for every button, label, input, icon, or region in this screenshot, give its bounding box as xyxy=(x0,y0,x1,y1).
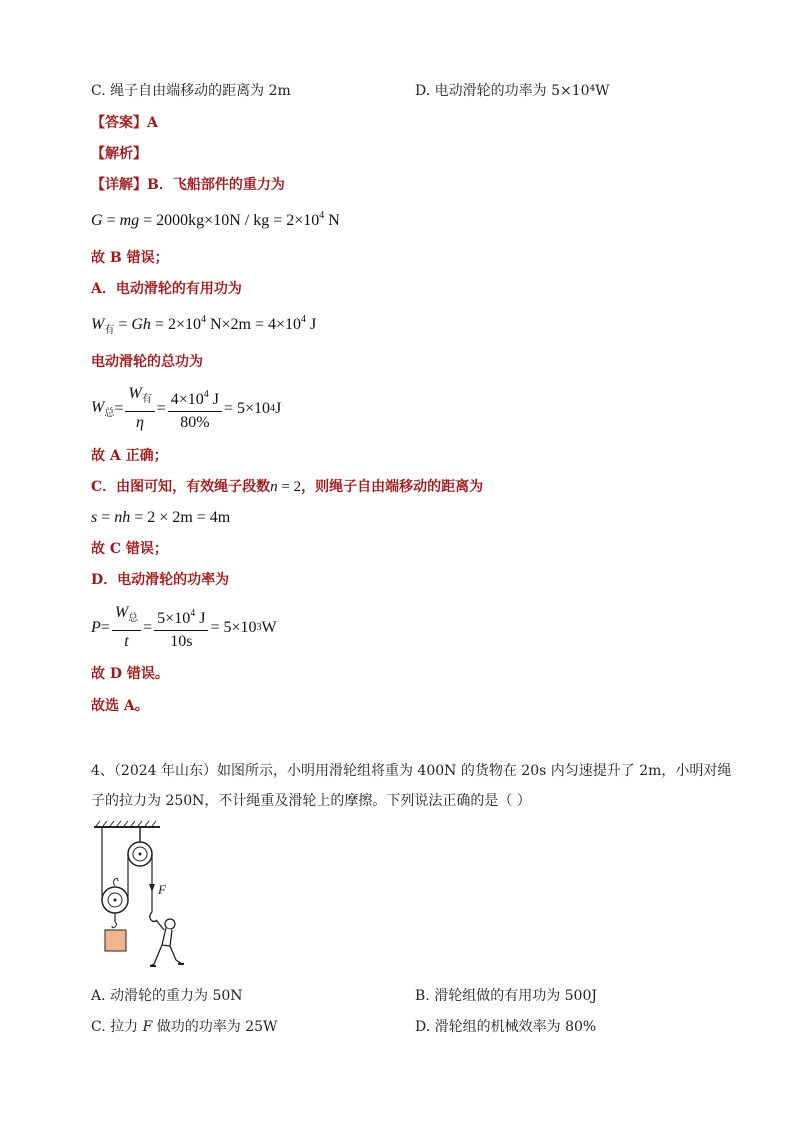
eq-text: N×2m = 4×10 xyxy=(205,316,302,333)
equation-gravity xyxy=(91,210,340,230)
eq-symbol: s xyxy=(91,509,98,526)
q4-option-d: D. 滑轮组的机械效率为 80% xyxy=(415,1019,597,1035)
option-d-top: D. 电动滑轮的功率为 5×10⁴W xyxy=(415,83,610,99)
eq-symbol: W xyxy=(128,385,142,402)
eq-exponent: 4 xyxy=(301,314,307,325)
eq-symbol: nh xyxy=(114,509,131,526)
eq-text: = 5×10 xyxy=(223,399,271,417)
q4-option-b: B. 滑轮组做的有用功为 500J xyxy=(415,988,597,1004)
eq-subscript: 总 xyxy=(104,407,115,419)
eq-text: = 5×10 xyxy=(210,618,257,636)
pulley-system-figure xyxy=(90,820,190,972)
eq-exponent: 3 xyxy=(256,622,262,633)
q4-option-c-text: 做功的功率为 25W xyxy=(152,1019,278,1035)
equation-power xyxy=(91,603,277,652)
eq-subscript: 有 xyxy=(141,394,152,405)
person-figure xyxy=(150,912,184,966)
conclusion-c: 故 C 错误； xyxy=(91,541,168,557)
q4-option-a: A. 动滑轮的重力为 50N xyxy=(91,988,243,1004)
eq-symbol: mg xyxy=(119,212,140,229)
force-arrow-icon xyxy=(149,884,155,892)
eq-text: 80% xyxy=(180,413,210,431)
c-text: ，则绳子自由端移动的距离为 xyxy=(301,479,484,495)
eq-symbol: n xyxy=(270,479,278,495)
eq-text: = xyxy=(156,399,166,417)
power-label: D．电动滑轮的功率为 xyxy=(91,572,230,588)
eq-exponent: 4 xyxy=(319,210,325,221)
eq-symbol: W xyxy=(91,398,105,416)
eq-text: = 2 xyxy=(277,479,302,495)
eq-text: = xyxy=(143,618,153,636)
eq-text: W xyxy=(261,618,277,636)
load-hook xyxy=(112,922,117,928)
q4-option-c-text: C. 拉力 xyxy=(91,1019,143,1035)
fixed-pulley-axle xyxy=(139,853,142,856)
question-4-line-2: 子的拉力为 250N，不计绳重及滑轮上的摩擦。下列说法正确的是（ ） xyxy=(91,793,531,809)
movable-pulley-hook xyxy=(114,878,119,886)
eq-text: N xyxy=(324,212,340,229)
eq-text: = 2 × 2m = 4m xyxy=(130,509,231,526)
eq-text: = xyxy=(102,212,120,229)
eq-exponent: 4 xyxy=(190,607,196,619)
eq-symbol: Gh xyxy=(131,316,151,333)
eq-symbol: W xyxy=(91,316,105,333)
eq-text: = xyxy=(100,618,110,636)
eq-text: = 2000kg×10N / kg = 2×10 xyxy=(139,212,320,229)
eq-text: J xyxy=(275,399,282,417)
eq-exponent: 4 xyxy=(203,388,209,400)
force-label: F xyxy=(158,882,166,897)
conclusion-b: 故 B 错误； xyxy=(91,250,169,266)
eq-symbol: η xyxy=(136,414,144,431)
eq-text: = 2×10 xyxy=(150,316,201,333)
fraction-total-2 xyxy=(168,385,222,433)
total-work-label: 电动滑轮的总功为 xyxy=(91,354,203,370)
eq-exponent: 4 xyxy=(200,314,206,325)
eq-symbol: t xyxy=(124,633,129,650)
eq-text: J xyxy=(306,316,317,333)
q4-option-c xyxy=(91,1018,277,1036)
eq-symbol: G xyxy=(91,212,103,229)
eq-text: J xyxy=(208,390,219,408)
eq-subscript: 有 xyxy=(104,325,115,336)
eq-text: 5×10 xyxy=(157,609,191,627)
ceiling-hatching xyxy=(96,821,156,826)
useful-work-label: A．电动滑轮的有用功为 xyxy=(91,281,242,297)
eq-symbol: F xyxy=(142,1019,153,1035)
conclusion-a: 故 A 正确； xyxy=(91,448,168,464)
detail-label: 【详解】B．飞船部件的重力为 xyxy=(91,177,285,193)
equation-total-work xyxy=(91,384,281,433)
c-text: C．由图可知，有效绳子段数 xyxy=(91,479,271,495)
eq-text: = xyxy=(97,509,115,526)
fraction-total-1 xyxy=(125,384,154,433)
final-choice: 故选 A。 xyxy=(91,698,149,714)
answer-label: 【答案】A xyxy=(91,115,158,131)
eq-subscript: 总 xyxy=(128,613,139,624)
eq-text: = xyxy=(114,399,124,417)
movable-pulley-axle xyxy=(114,899,117,902)
conclusion-d: 故 D 错误。 xyxy=(91,666,169,682)
eq-text: 4×10 xyxy=(170,390,204,408)
c-explanation xyxy=(91,478,483,496)
eq-exponent: 4 xyxy=(270,403,276,414)
question-4-line-1: 4、（2024 年山东）如图所示，小明用滑轮组将重为 400N 的货物在 20s 内匀速提升了 2m，小明对绳 xyxy=(91,763,732,779)
eq-symbol: P xyxy=(91,618,101,636)
equation-useful-work xyxy=(91,314,316,336)
option-c-top: C. 绳子自由端移动的距离为 2m xyxy=(91,83,291,99)
eq-symbol: W xyxy=(114,604,129,621)
fraction-power-1 xyxy=(112,603,141,652)
analysis-label: 【解析】 xyxy=(91,146,147,162)
cargo-box xyxy=(105,930,126,951)
equation-distance xyxy=(91,509,230,527)
eq-text: 10s xyxy=(170,632,193,650)
eq-text: = xyxy=(114,316,132,333)
eq-text: J xyxy=(195,609,206,627)
fraction-power-2 xyxy=(154,604,208,652)
